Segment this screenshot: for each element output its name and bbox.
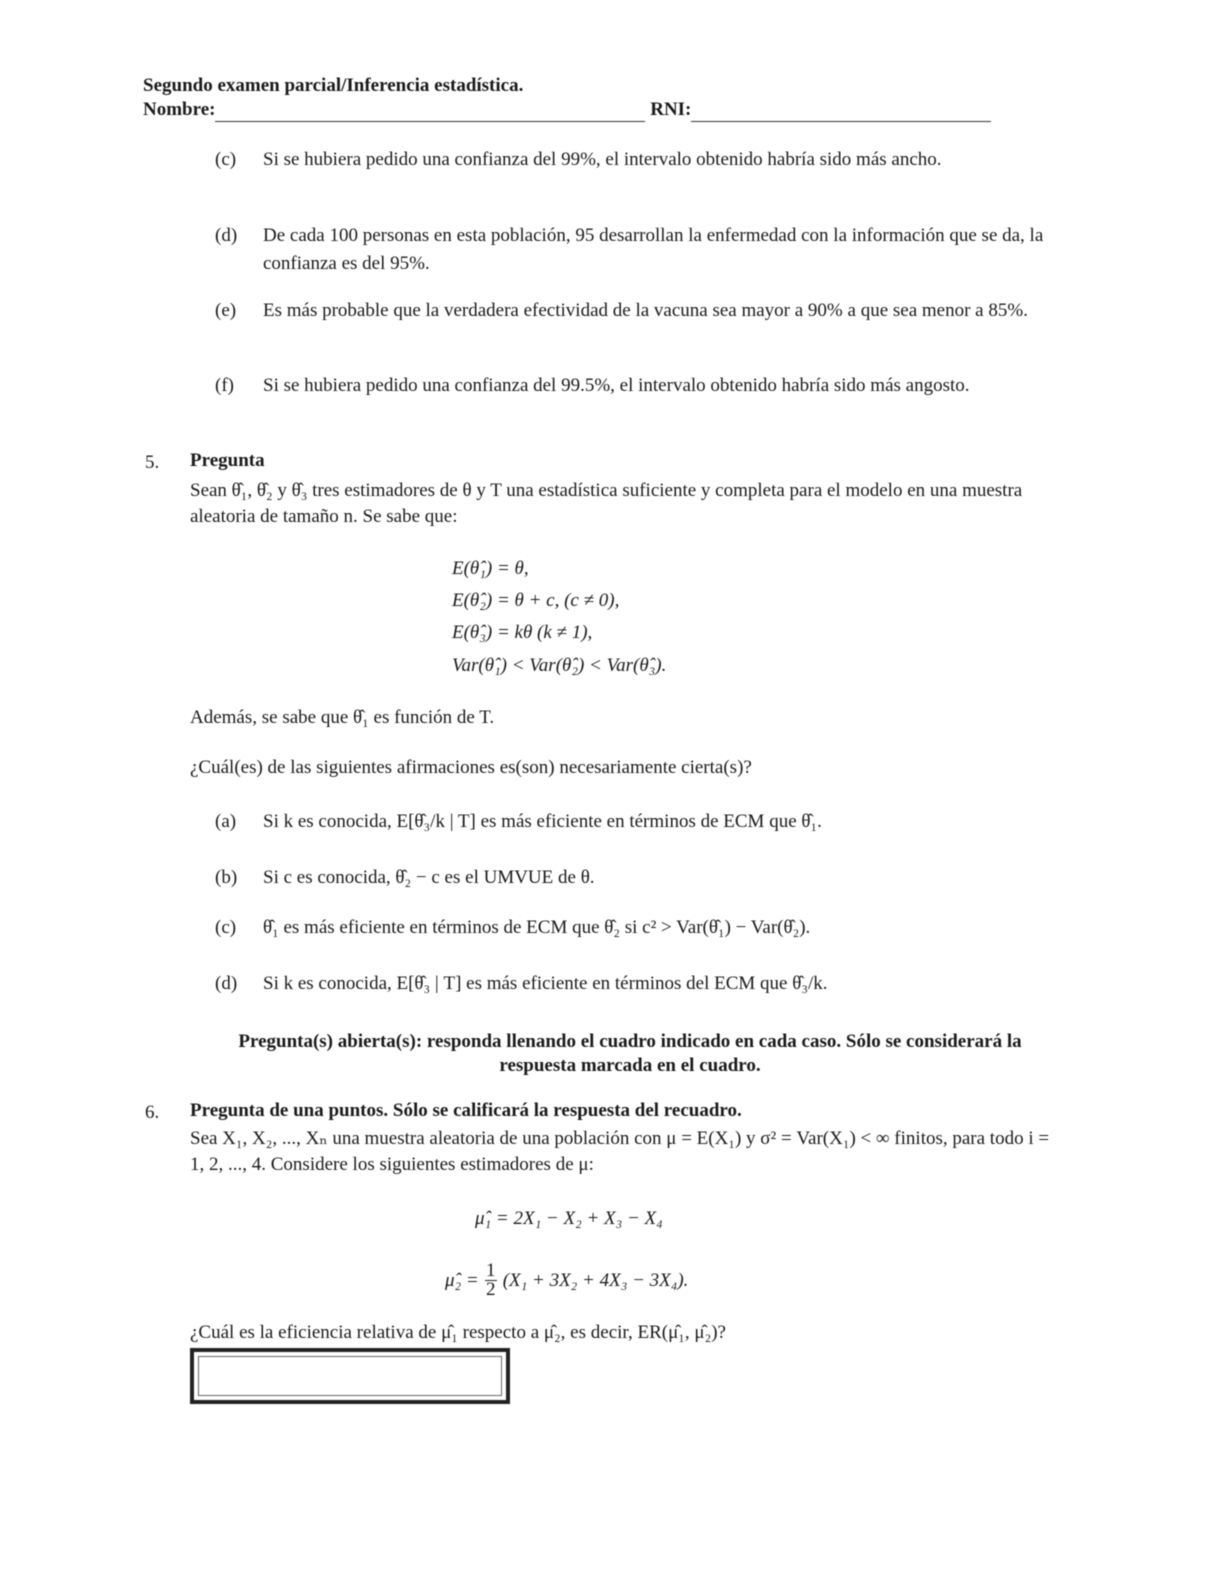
prev-option-d[interactable]: (d) De cada 100 personas en esta población, 95 desarrollan la enfermedad con la información que se da, la confianza es del 95%. <box>215 225 1044 274</box>
equation-1: E(θ̂₁) = θ, <box>452 558 529 579</box>
question-5-prompt: ¿Cuál(es) de las siguientes afirmaciones es(son) necesariamente cierta(s)? <box>190 757 752 778</box>
open-questions-note: Pregunta(s) abierta(s): responda llenando el cuadro indicado en cada caso. Sólo se considerará la respuesta marcada en el cuadro. <box>238 1031 1022 1076</box>
equation-2: E(θ̂₂) = θ + c, (c ≠ 0), <box>452 590 620 611</box>
exam-title: Segundo examen parcial/Inferencia estadística. <box>143 75 524 96</box>
question-6-prompt: ¿Cuál es la eficiencia relativa de μ̂₁ respecto a μ̂₂, es decir, ER(μ̂₁, μ̂₂)? <box>190 1322 726 1343</box>
q5-option-c[interactable]: (c) θ̂₁ es más eficiente en términos de ECM que θ̂₂ si c² > Var(θ̂₁) − Var(θ̂₂). <box>215 917 811 938</box>
id-field[interactable] <box>691 103 991 122</box>
question-6-title: Pregunta de una puntos. Sólo se calificará la respuesta del recuadro. <box>190 1100 742 1121</box>
question-5-also: Además, se sabe que θ̂₁ es función de T. <box>190 707 495 728</box>
question-6-number: 6. <box>145 1102 160 1123</box>
q5-option-d[interactable]: (d) Si k es conocida, E[θ̂₃ | T] es más eficiente en términos del ECM que θ̂₃/k. <box>215 973 828 994</box>
estimator-1: μ̂₁ = 2X₁ − X₂ + X₃ − X₄ <box>475 1208 663 1229</box>
equation-3: E(θ̂₃) = kθ (k ≠ 1), <box>452 622 593 643</box>
equation-4: Var(θ̂₁) < Var(θ̂₂) < Var(θ̂₃). <box>452 655 667 676</box>
id-label: RNI: <box>650 99 692 120</box>
q5-option-b[interactable]: (b) Si c es conocida, θ̂₂ − c es el UMVUE de θ. <box>215 867 595 888</box>
name-label: Nombre: <box>143 99 216 120</box>
student-fields <box>143 98 1023 122</box>
question-5-number: 5. <box>145 452 160 473</box>
prev-option-f[interactable]: (f) Si se hubiera pedido una confianza del 99.5%, el intervalo obtenido habría sido más angosto. <box>215 375 970 396</box>
question-5-title: Pregunta <box>190 450 265 471</box>
prev-option-e[interactable]: (e) Es más probable que la verdadera efectividad de la vacuna sea mayor a 90% a que sea menor a 85%. <box>215 300 1028 321</box>
fraction: $\frac{1}{2}$ <box>485 1260 496 1300</box>
exam-header <box>143 74 1023 122</box>
q5-option-a[interactable]: (a) Si k es conocida, E[θ̂₃/k | T] es más eficiente en términos de ECM que θ̂₁. <box>215 811 822 832</box>
answer-box-inner <box>198 1356 502 1396</box>
question-5-intro: Sean θ̂₁, θ̂₂ y θ̂₃ tres estimadores de θ y T una estadística suficiente y completa para el modelo en una muestra aleatoria de tamaño n. Se sabe que: <box>190 480 1023 527</box>
answer-box[interactable] <box>190 1348 510 1404</box>
question-6-intro: Sea X₁, X₂, ..., Xₙ una muestra aleatoria de una población con μ = E(X₁) y σ² = Var(X₁) < ∞ finitos, para todo i = 1, 2, ..., 4. Considere los siguientes estimadores de μ: <box>190 1128 1050 1175</box>
name-field[interactable] <box>215 103 645 122</box>
estimator-2: μ̂₂ = $\frac{1}{2}$ (X₁ + 3X₂ + 4X₃ − 3X₄). <box>445 1260 689 1300</box>
prev-option-c[interactable]: (c) Si se hubiera pedido una confianza del 99%, el intervalo obtenido habría sido más ancho. <box>215 149 942 170</box>
